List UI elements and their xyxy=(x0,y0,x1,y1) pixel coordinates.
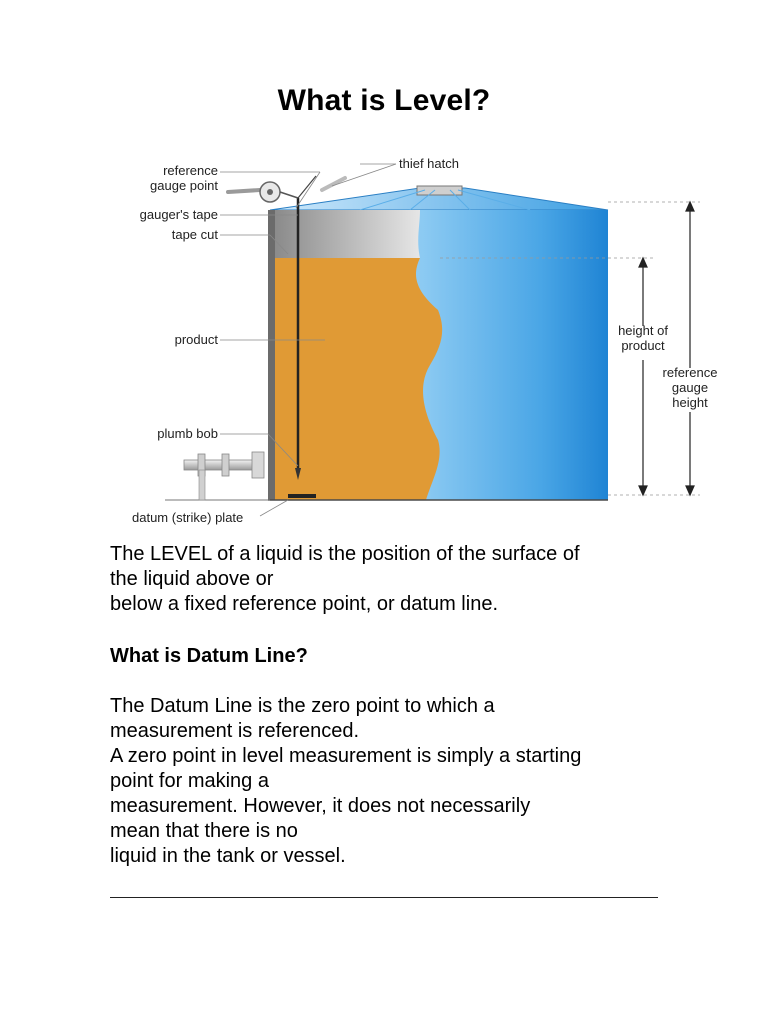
label-gauge-gh: gauge xyxy=(671,380,709,395)
text-line: measurement is referenced. xyxy=(110,720,360,742)
label-height-of: height of xyxy=(618,323,668,338)
text-line: liquid in the tank or vessel. xyxy=(110,845,346,867)
label-datum-plate: datum (strike) plate xyxy=(132,510,244,525)
label-reference: reference xyxy=(163,163,218,178)
label-gauge-point: gauge point xyxy=(150,178,218,193)
horizontal-rule xyxy=(110,897,658,898)
label-reference-gh: reference xyxy=(662,365,718,380)
text-line: A zero point in level measurement is simply a starting xyxy=(110,745,582,767)
text-line: measurement. However, it does not necessarily xyxy=(110,795,531,817)
tank-wall xyxy=(268,210,275,500)
label-product: product xyxy=(174,332,218,347)
level-definition-paragraph xyxy=(110,542,670,617)
text-line: The Datum Line is the zero point to which a xyxy=(110,695,495,717)
datum-plate xyxy=(288,494,316,498)
label-gaugers-tape: gauger's tape xyxy=(139,207,218,222)
label-plumb-bob: plumb bob xyxy=(157,426,218,441)
text-line: The LEVEL of a liquid is the position of the surface of xyxy=(110,543,580,565)
datum-line-paragraph xyxy=(110,694,670,869)
page-title: What is Level? xyxy=(277,84,491,117)
label-product-height: product xyxy=(621,338,665,353)
label-height-gh: height xyxy=(672,395,708,410)
text-line: the liquid above or xyxy=(110,568,274,590)
datum-line-heading: What is Datum Line? xyxy=(110,645,308,667)
text-line: mean that there is no xyxy=(110,820,298,842)
label-thief-hatch: thief hatch xyxy=(399,156,459,171)
tank-level-diagram xyxy=(120,150,740,530)
text-line: below a fixed reference point, or datum line. xyxy=(110,593,498,615)
label-tape-cut: tape cut xyxy=(171,227,218,242)
text-line: point for making a xyxy=(110,770,269,792)
